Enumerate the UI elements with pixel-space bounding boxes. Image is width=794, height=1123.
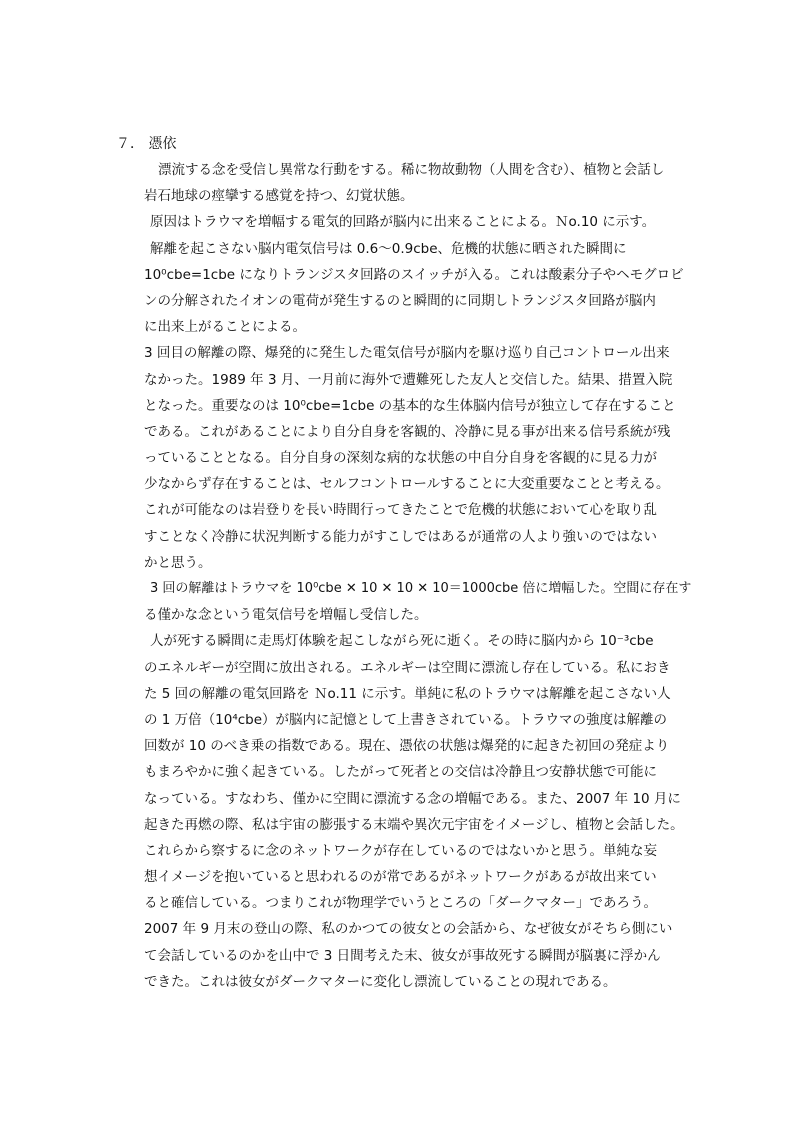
text-line: これらから察するに念のネットワークが存在しているのではないかと思う。単純な妄 [144,842,657,859]
text-line: 10⁰cbe=1cbe になりトランジスタ回路のスイッチが入る。これは酸素分子やヘモグロビ [144,266,684,283]
text-line: となった。重要なのは 10⁰cbe=1cbe の基本的な生体脳内信号が独立して存在すること [144,397,676,414]
text-line: 岩石地球の痙攣する感覚を持つ、幻覚状態。 [144,188,414,205]
text-line: である。これがあることにより自分自身を客観的、冷静に見る事が出来る信号系統が残 [144,423,671,440]
text-line: かと思う。 [144,554,212,571]
text-line: もまろやかに強く起きている。したがって死者との交信は冷静且つ安静状態で可能に [144,764,657,781]
text-line: ンの分解されたイオンの電荷が発生するのと瞬間的に同期しトランジスタ回路が脳内 [144,292,656,309]
text-line: すことなく冷静に状況判断する能力がすこしではあるが通常の人より強いのではない [144,528,657,545]
text-line: なっている。すなわち、僅かに空間に漂流する念の増幅である。また、2007 年 10 月に [144,790,681,807]
text-line: に出来上がることによる。 [144,319,306,336]
text-line: のエネルギーが空間に放出される。エネルギーは空間に漂流し存在している。私におき [144,659,671,676]
text-line: 回数が 10 のべき乗の指数である。現在、憑依の状態は爆発的に起きた初回の発症より [144,738,670,755]
text-line: ると確信している。つまりこれが物理学でいうところの「ダークマター」であろう。 [144,895,657,912]
text-line: て会話しているのかを山中で 3 日間考えた末、彼女が事故死する瞬間が脳裏に浮かん [144,947,661,964]
text-line: 解離を起こさない脳内電気信号は 0.6～0.9cbe、危機的状態に晒された瞬間に [150,240,627,257]
text-line: 3 回目の解離の際、爆発的に発生した電気信号が脳内を駆け巡り自己コントロール出来 [144,345,670,362]
text-line: の 1 万倍（10⁴cbe）が脳内に記憶として上書きされている。トラウマの強度は解離の [144,711,668,728]
text-line: なかった。1989 年 3 月、一月前に海外で遭難死した友人と交信した。結果、措置入院 [144,371,673,388]
text-line: 起きた再燃の際、私は宇宙の膨張する末端や異次元宇宙をイメージし、植物と会話した。 [144,816,684,833]
text-line: る僅かな念という電気信号を増幅し受信した。 [144,607,428,624]
text-line: これが可能なのは岩登りを長い時間行ってきたことで危機的状態において心を取り乱 [144,502,657,519]
paragraph-lines [144,157,692,995]
text-line: 原因はトラウマを増幅する電気的回路が脳内に出来ることによる。Ｎo.10 に示す。 [150,214,656,231]
text-line: 2007 年 9 月末の登山の際、私のかつての彼女との会話から、なぜ彼女がそちら側にい [144,921,673,938]
text-line: た 5 回の解離の電気回路を Ｎo.11 に示す。単純に私のトラウマは解離を起こさない人 [144,685,671,702]
text-line: 想イメージを抱いていると思われるのが常であるがネットワークがあるが故出来てい [144,869,657,886]
document-body [116,131,692,995]
text-line: 3 回の解離はトラウマを 10⁰cbe ✕ 10 ✕ 10 ✕ 10＝1000cbe 倍に増幅した。空間に存在す [150,581,692,596]
text-line: 人が死する瞬間に走馬灯体験を起こしながら死に逝く。その時に脳内から 10⁻³cbe [150,633,654,650]
section-heading: ７． 憑依 [116,136,177,152]
text-line: 少なからず存在することは、セルフコントロールすることに大変重要なことと考える。 [144,476,670,493]
text-line: できた。これは彼女がダークマターに変化し漂流していることの現れである。 [144,973,617,990]
text-line: っていることとなる。自分自身の深刻な病的な状態の中自分自身を客観的に見る力が [144,450,657,467]
text-line: 漂流する念を受信し異常な行動をする。稀に物故動物（人間を含む）、植物と会話し [158,162,665,178]
